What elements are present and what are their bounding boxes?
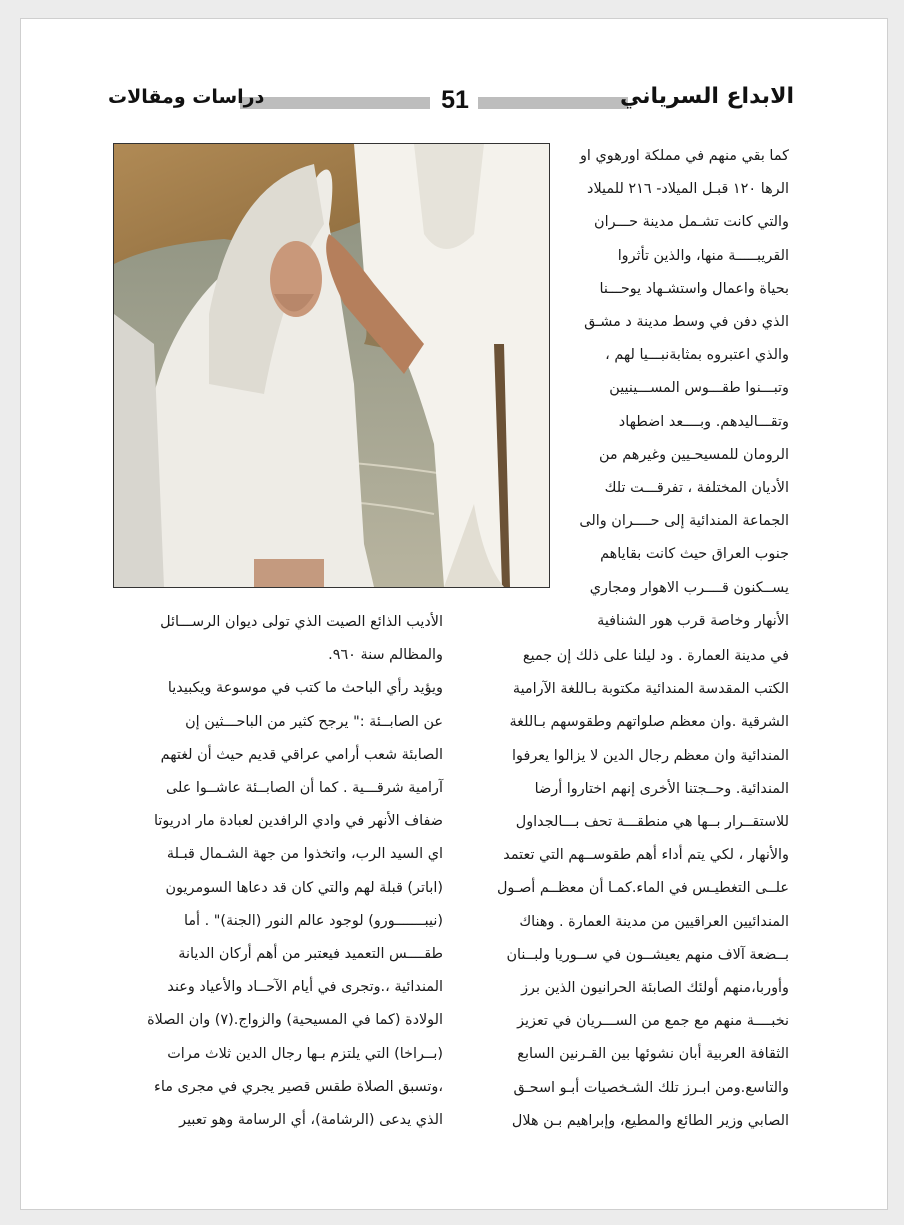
text-line: وتبـــنوا طقـــوس المســـينيين — [609, 380, 789, 397]
text-line: الأديب الذائع الصيت الذي تولى ديوان الرســـائل — [160, 614, 443, 630]
text-line: والذي اعتبروه بمثابةنبـــيا لهم ، — [605, 347, 789, 364]
photo-baptism-river-icon — [114, 144, 549, 587]
text-line: المندائية ،.وتجرى في أيام الآحــاد والأعياد وعند — [167, 979, 443, 996]
text-line: والمظالم سنة ٩٦٠. — [328, 647, 443, 664]
text-line: الثقافة العربية أبان نشوئها بين القـرنين السابع — [517, 1046, 789, 1063]
text-line: ،وتسبق الصلاة طقس قصير يجري في مجرى ماء — [154, 1078, 443, 1095]
text-line: الأديان المختلفة ، تفرقـــت تلك — [604, 480, 789, 497]
text-line: للاستقــرار بــها هي منطقـــة تحف بـــالجداول — [515, 814, 789, 831]
text-line: الكتب المقدسة المندائية مكتوبة بـاللغة الآرامية — [512, 681, 789, 698]
text-line: (نيبـــــــورو) لوجود عالم النور (الجنة)" . أما — [183, 912, 443, 929]
text-line: يســكنون قــــرب الاهوار ومجاري — [589, 579, 789, 596]
text-line: ويؤيد رأي الباحث ما كتب في موسوعة ويكبيديا — [167, 680, 443, 697]
text-line: في مدينة العمارة . ود ليلنا على ذلك إن جميع — [522, 648, 789, 664]
text-line: جنوب العراق حيث كانت بقاياهم — [600, 546, 789, 563]
header-bar-left — [240, 97, 430, 109]
text-line: الولادة (كما في المسيحية) والزواج.(٧) وان الصلاة — [147, 1012, 443, 1029]
text-line: وأوربا،منهم أولئك الصابئة الحرانيون الذين برز — [521, 980, 789, 997]
text-line: الصابئة شعب أرامي عراقي قديم حيث أن لغتهم — [160, 746, 443, 763]
header-bar-right — [478, 97, 628, 109]
article-photo — [113, 143, 550, 588]
text-line: طقــــس التعميد فيعتبر من أهم أركان الديانة — [178, 946, 443, 963]
section-title: دراسات ومقالات — [108, 86, 265, 108]
text-line: عن الصابــئة :" يرجح كثير من الباحـــثين إن — [185, 713, 443, 730]
text-line: والتاسع.ومن ابـرز تلك الشـخصيات أبـو اسحـق — [513, 1079, 789, 1096]
text-line: المندائية. وحــجتنا الأخرى إنهم اختاروا أرضا — [534, 780, 789, 797]
text-line: كما بقي منهم في مملكة اورهوي او — [579, 148, 789, 164]
text-line: الرومان للمسيحـيين وغيرهم من — [598, 446, 789, 463]
text-line: المندائيين العراقيين من مدينة العمارة . وهناك — [519, 913, 789, 930]
text-line: والتي كانت تشـمل مدينة حـــران — [594, 214, 789, 231]
text-line: والأنهار ، لكي يتم أداء أهم طقوســهم التي تعتمد — [503, 847, 789, 864]
text-line: علــى التغطيـس في الماء.كمـا أن معظــم أصـول — [496, 880, 789, 897]
text-line: المندائية وان معظم رجال الدين لا يزالوا يعرفوا — [512, 747, 789, 764]
article-column-left — [108, 606, 443, 1137]
text-line: (اباتر) قبلة لهم والتي كان قد دعاها السومريون — [165, 879, 443, 896]
text-line: اي السيد الرب، واتخذوا من جهة الشـمال قبـلة — [166, 846, 443, 863]
text-line: (بــراخا) التي يلتزم بـها رجال الدين ثلاث مرات — [167, 1045, 443, 1062]
text-line: نخبــــة منهم مع جمع من الســـريان في تعزيز — [517, 1013, 789, 1030]
text-line: الذي دفن في وسط مدينة د مشـق — [584, 314, 789, 331]
text-line: بــضعة آلاف منهم يعيشــون في ســوريا ولبــنان — [506, 946, 789, 963]
article-column-right-bottom — [469, 640, 789, 1138]
text-line: الأنهار وخاصة قرب هور الشنافية — [597, 612, 789, 629]
text-line: الشرقية .وان معظم صلواتهم وطقوسهم بـاللغة — [509, 714, 789, 731]
text-line: آرامية شرقـــية . كما أن الصابــئة عاشــوا على — [166, 780, 443, 797]
page-number: 51 — [441, 86, 469, 114]
magazine-title: الابداع السرياني — [619, 84, 794, 109]
text-line: الرها ١٢٠ قبـل الميلاد- ٢١٦ للميلاد — [587, 181, 789, 198]
text-line: القريبـــــة منها، والذين تأثروا — [617, 247, 789, 264]
text-line: وتقـــاليدهم. وبــــعد اضطهاد — [618, 413, 789, 430]
text-line: بحياة واعمال واستشـهاد يوحـــنا — [599, 280, 789, 297]
text-line: ضفاف الأنهر في وادي الرافدين لعبادة مار ادريوتا — [153, 813, 443, 830]
text-line: الذي يدعى (الرشامة)، أي الرسامة وهو تعبير — [179, 1112, 443, 1129]
text-line: الجماعة المندائية إلى حــــران والى — [579, 513, 789, 530]
text-line: الصابي وزير الطائع والمطيع، وإبراهيم بـن هلال — [511, 1112, 789, 1129]
article-column-right-top — [549, 140, 789, 638]
